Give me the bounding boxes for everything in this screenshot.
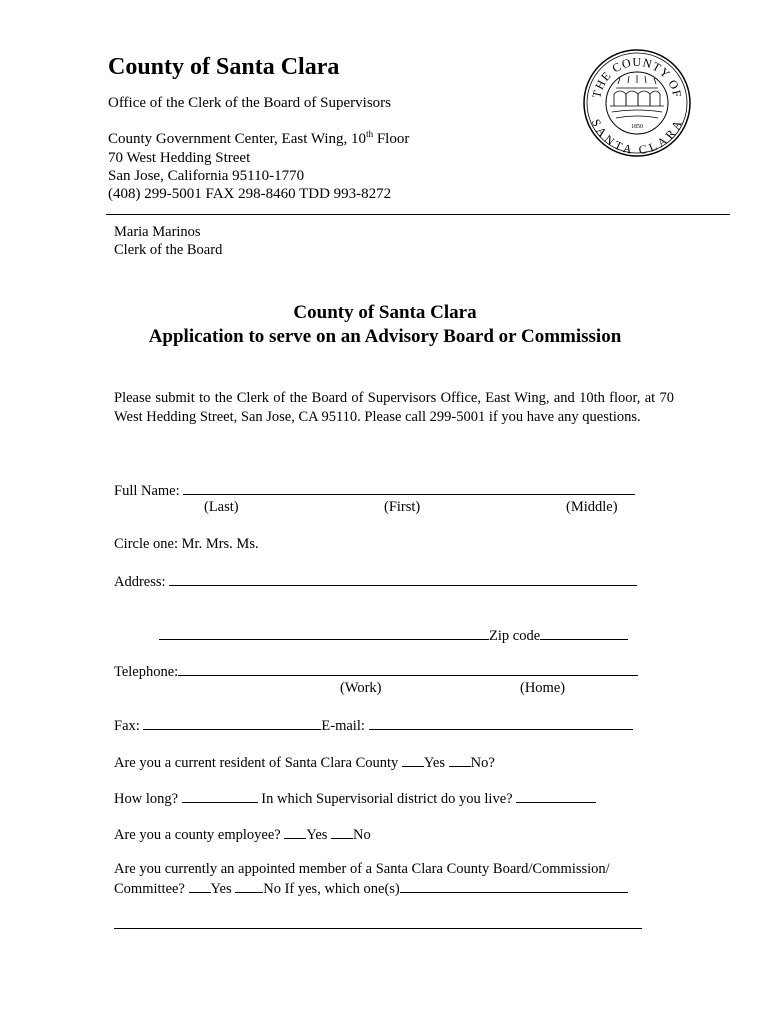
resident-row	[114, 753, 495, 772]
seal-text-bottom: SANTA CLARA	[588, 116, 686, 157]
resident-no-label: No?	[470, 755, 495, 771]
resident-yes-label: Yes	[423, 755, 446, 771]
zip-label: Zip code	[489, 628, 541, 644]
address-line-3: San Jose, California 95110-1770	[108, 168, 305, 184]
resident-yes-blank[interactable]	[402, 753, 424, 767]
page-title: County of Santa Clara	[108, 54, 340, 80]
appointed-which-field[interactable]	[400, 879, 628, 893]
employee-question: Are you a county employee?	[114, 827, 281, 843]
resident-no-blank[interactable]	[449, 753, 471, 767]
telephone-field[interactable]	[178, 662, 638, 676]
seal-text-top: THE COUNTY OF	[589, 54, 685, 100]
how-long-label: How long?	[114, 791, 179, 807]
district-field[interactable]	[516, 789, 596, 803]
employee-yes-blank[interactable]	[284, 825, 306, 839]
appointed-extra-line[interactable]	[114, 928, 642, 929]
address-line-2-field[interactable]	[159, 626, 489, 640]
address-line-1: County Government Center, East Wing, 10th Floor	[108, 129, 410, 147]
county-seal-logo	[582, 48, 692, 158]
name-last-caption: (Last)	[204, 499, 239, 515]
instructions-paragraph: Please submit to the Clerk of the Board of Supervisors Office, East Wing, and 10th floor, at 70 West Hedding Street, San Jose, CA 95110. Please call 299-5001 if you have any questions.	[114, 390, 674, 425]
clerk-name: Maria Marinos	[114, 224, 201, 240]
district-question: In which Supervisorial district do you live?	[261, 791, 513, 807]
name-middle-caption: (Middle)	[566, 499, 618, 515]
how-long-row	[114, 789, 596, 808]
full-name-field[interactable]	[183, 481, 635, 495]
name-first-caption: (First)	[384, 499, 421, 515]
employee-no-label: No	[353, 827, 371, 843]
appointed-no-label: No	[263, 881, 281, 897]
zip-field[interactable]	[540, 626, 628, 640]
employee-no-blank[interactable]	[331, 825, 353, 839]
zip-row	[159, 626, 628, 645]
address-line-2: 70 West Hedding Street	[108, 150, 251, 166]
form-title-line-1: County of Santa Clara	[293, 302, 477, 323]
address-row	[114, 572, 637, 591]
employee-row	[114, 825, 371, 844]
address-field[interactable]	[169, 572, 637, 586]
email-label: E-mail:	[321, 718, 365, 734]
appointed-no-blank[interactable]	[235, 879, 263, 893]
full-name-label: Full Name:	[114, 483, 180, 499]
appointed-question-line-2: Committee?	[114, 881, 185, 897]
telephone-label: Telephone:	[114, 664, 179, 680]
telephone-row	[114, 662, 638, 681]
office-name: Office of the Clerk of the Board of Supervisors	[108, 95, 391, 111]
appointed-row	[114, 879, 628, 898]
resident-question: Are you a current resident of Santa Clara County	[114, 755, 399, 771]
appointed-which-label: If yes, which one(s)	[284, 881, 400, 897]
appointed-yes-label: Yes	[210, 881, 232, 897]
clerk-title: Clerk of the Board	[114, 242, 223, 258]
appointed-question-line-1: Are you currently an appointed member of a Santa Clara County Board/Commission/	[114, 861, 610, 877]
fax-email-row	[114, 716, 633, 735]
svg-text:SANTA CLARA	[589, 117, 685, 157]
tel-home-caption: (Home)	[520, 680, 566, 696]
address-label: Address:	[114, 574, 166, 590]
header-divider	[106, 214, 730, 215]
seal-year: 1850	[631, 124, 643, 130]
form-title-line-2: Application to serve on an Advisory Board or Commission	[148, 326, 622, 347]
fax-field[interactable]	[143, 716, 321, 730]
full-name-row	[114, 481, 635, 500]
salutation-choice[interactable]: Circle one: Mr. Mrs. Ms.	[114, 536, 259, 552]
email-field[interactable]	[369, 716, 633, 730]
appointed-yes-blank[interactable]	[189, 879, 211, 893]
employee-yes-label: Yes	[306, 827, 328, 843]
fax-label: Fax:	[114, 718, 140, 734]
tel-work-caption: (Work)	[340, 680, 382, 696]
how-long-field[interactable]	[182, 789, 258, 803]
phone-numbers: (408) 299-5001 FAX 298-8460 TDD 993-8272	[108, 186, 392, 202]
